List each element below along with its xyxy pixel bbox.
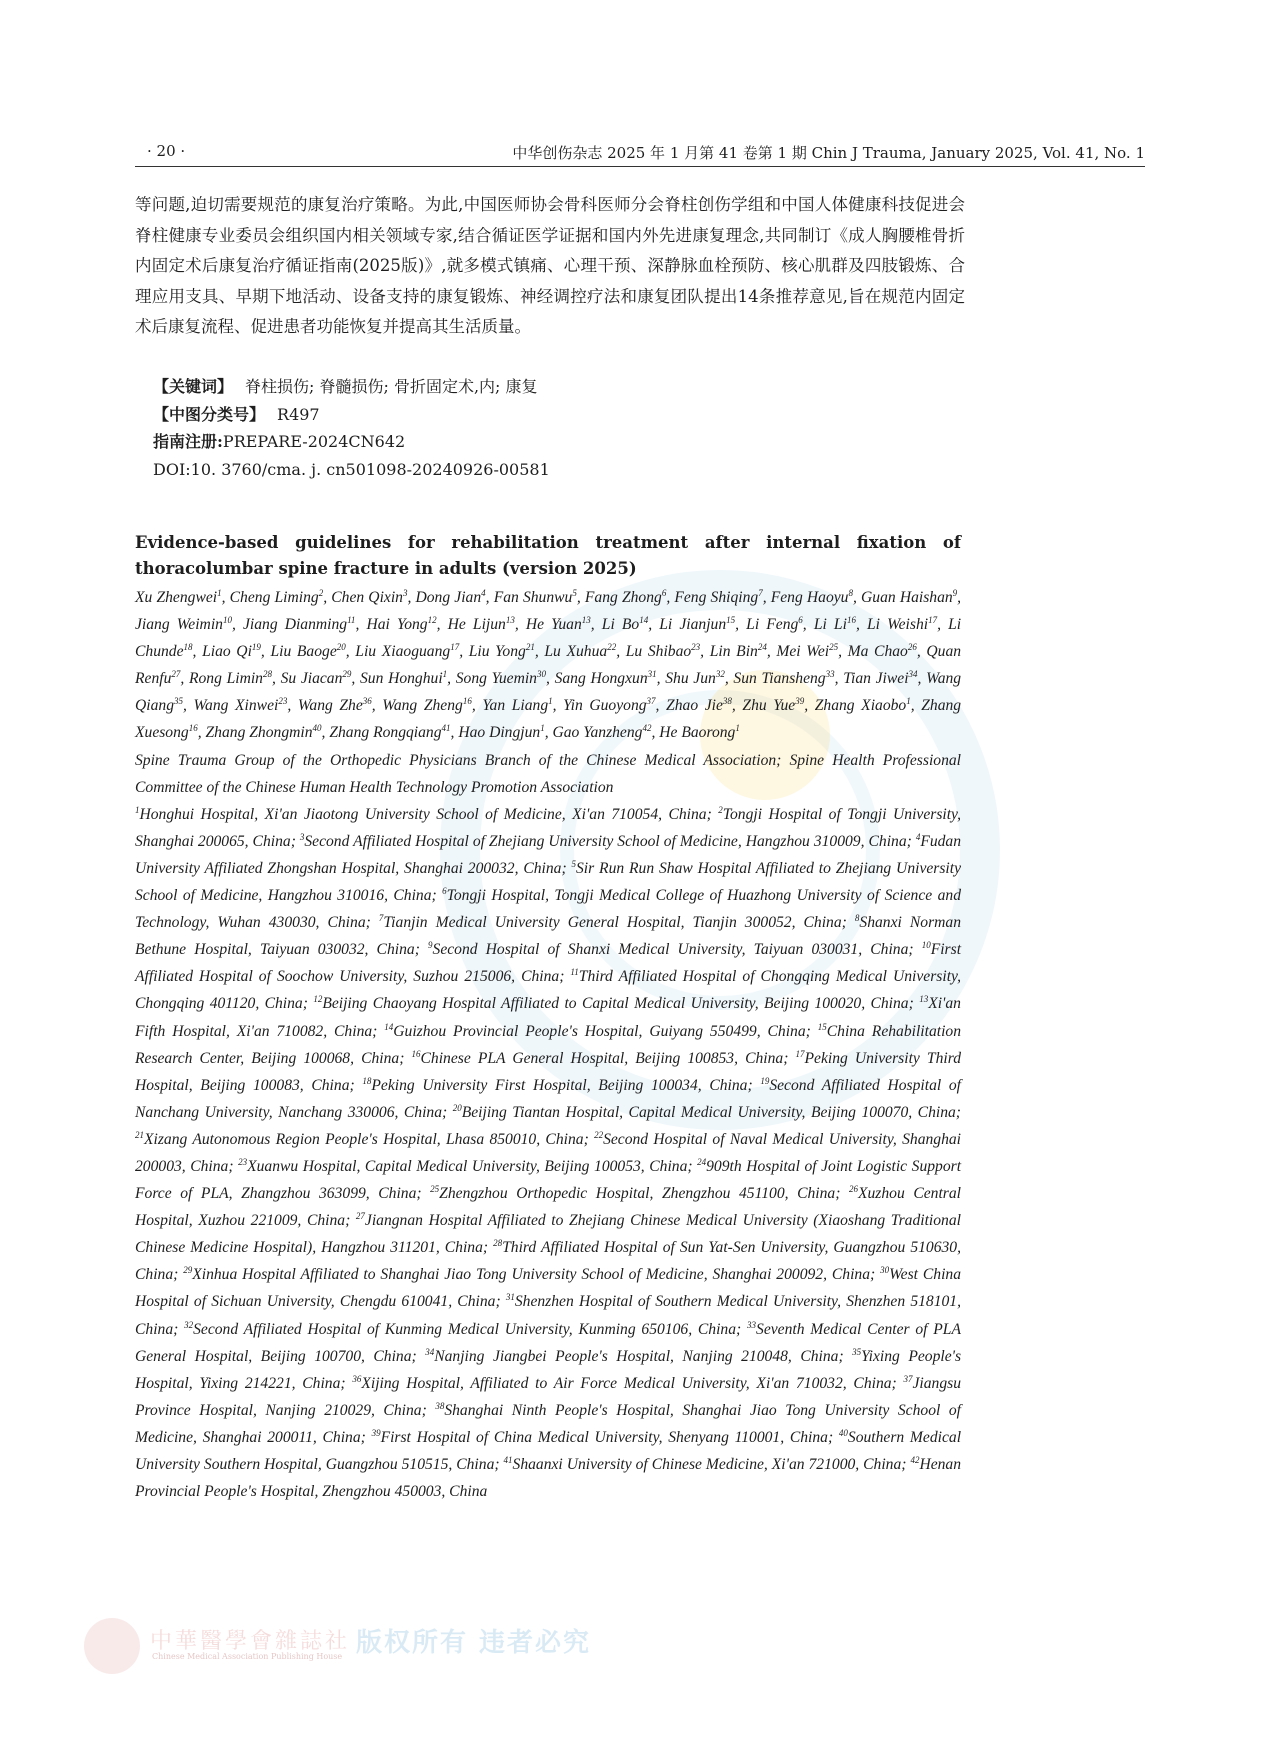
author-name: Fan Shunwu xyxy=(493,589,573,606)
affiliation-text: Shenzhen Hospital of Southern Medical University, Shenzhen 518101, China xyxy=(135,1293,961,1338)
affiliation-index: 33 xyxy=(747,1319,757,1330)
author-name: Cheng Liming xyxy=(229,589,319,606)
author-affiliation-index: 29 xyxy=(342,669,352,680)
affiliation-text: Tianjin Medical University General Hospital, Tianjin 300052, China xyxy=(383,914,842,932)
author-name: Fang Zhong xyxy=(584,589,662,606)
author-name: Chen Qixin xyxy=(331,589,403,606)
author-name: Yan Liang xyxy=(482,697,549,715)
affiliation-index: 18 xyxy=(362,1075,372,1086)
author-name: Zhang Zhongmin xyxy=(205,724,313,742)
affiliation-index: 4 xyxy=(915,831,921,842)
author-name: Liao Qi xyxy=(202,643,252,661)
author-name: Li Li xyxy=(813,616,847,634)
author-affiliation-index: 5 xyxy=(572,587,577,598)
author-name: Song Yuemin xyxy=(455,670,537,688)
author-name: Lin Bin xyxy=(709,643,758,661)
affiliation-index: 8 xyxy=(854,912,860,923)
author-name: Zhao Jie xyxy=(666,697,723,715)
author-affiliation-index: 15 xyxy=(726,614,736,625)
author-affiliation-index: 23 xyxy=(691,642,701,652)
affiliation-text: Second Affiliated Hospital of Nanchang University, Nanchang 330006, China xyxy=(135,1076,962,1121)
affiliation-index: 38 xyxy=(435,1400,445,1411)
author-name: Hai Yong xyxy=(366,616,428,634)
affiliation-index: 2 xyxy=(718,804,723,815)
affiliation-text: Peking University Third Hospital, Beijing 100083, China xyxy=(135,1049,961,1094)
author-name: Ma Chao xyxy=(847,643,908,661)
affiliation-index: 11 xyxy=(570,967,579,978)
author-affiliation-index: 1 xyxy=(548,696,553,707)
affiliation-index: 9 xyxy=(428,940,433,951)
author-affiliation-index: 14 xyxy=(639,614,649,625)
registration-label: 指南注册: xyxy=(153,432,223,451)
affiliation-index: 13 xyxy=(919,994,929,1005)
affiliation-text: Second Hospital of Naval Medical University, Shanghai 200003, China xyxy=(135,1130,962,1175)
author-affiliation-index: 28 xyxy=(262,669,272,680)
affiliation-index: 5 xyxy=(571,858,576,869)
affiliation-text: Jiangsu Province Hospital, Nanjing 210029, China xyxy=(135,1374,962,1419)
author-name: Gao Yanzheng xyxy=(552,724,643,742)
author-affiliation-index: 18 xyxy=(183,642,193,652)
affiliation-text: Henan Provincial People's Hospital, Zhengzhou 450003, China xyxy=(135,1456,962,1501)
copyright-watermark: 版权所有 违者必究 xyxy=(356,1628,592,1658)
affiliation-text: Southern Medical University Southern Hospital, Guangzhou 510515, China xyxy=(135,1428,962,1473)
affiliation-index: 21 xyxy=(135,1129,144,1140)
english-section xyxy=(135,530,961,1505)
affiliation-text: Shanghai Ninth People's Hospital, Shanghai Jiao Tong University School of Medicine, Shanghai 200011, China xyxy=(135,1401,962,1446)
keywords-value: 脊柱损伤; 脊髓损伤; 骨折固定术,内; 康复 xyxy=(245,377,538,396)
clc-value: R497 xyxy=(277,404,320,424)
affiliation-index: 14 xyxy=(384,1021,394,1032)
author-affiliation-index: 4 xyxy=(481,587,486,598)
author-name: Dong Jian xyxy=(415,589,482,606)
author-name: Quan Renfu xyxy=(135,643,962,688)
author-affiliation-index: 13 xyxy=(581,614,591,625)
author-name: Liu Baoge xyxy=(270,643,337,661)
affiliation-text: Zhengzhou Orthopedic Hospital, Zhengzhou 451100, China xyxy=(439,1185,836,1203)
affiliation-index: 42 xyxy=(910,1454,920,1465)
author-affiliation-index: 21 xyxy=(525,642,535,652)
affiliation-index: 25 xyxy=(430,1183,440,1194)
author-name: Jiang Weimin xyxy=(135,616,223,634)
author-name: Sang Hongxun xyxy=(554,670,648,688)
publisher-subtitle: Chinese Medical Association Publishing House xyxy=(152,1652,343,1661)
author-affiliation-index: 1 xyxy=(217,587,222,598)
author-name: Wang Zhe xyxy=(297,697,363,715)
affiliation-index: 7 xyxy=(378,912,384,923)
affiliation-index: 17 xyxy=(795,1048,805,1059)
author-affiliation-index: 40 xyxy=(312,723,322,734)
affiliation-text: China Rehabilitation Research Center, Beijing 100068, China xyxy=(135,1022,962,1067)
author-affiliation-index: 10 xyxy=(222,614,232,625)
publisher-logo-icon xyxy=(84,1618,140,1674)
author-name: Sun Honghui xyxy=(360,670,443,688)
affiliation-text: First Affiliated Hospital of Soochow University, Suzhou 215006, China xyxy=(135,941,962,986)
clc-label: 【中图分类号】 xyxy=(153,404,266,424)
author-affiliation-index: 12 xyxy=(427,614,437,625)
author-affiliation-index: 31 xyxy=(647,669,657,680)
author-affiliation-index: 6 xyxy=(798,614,803,625)
affiliation-text: Guizhou Provincial People's Hospital, Guiyang 550499, China xyxy=(393,1022,806,1040)
doi-row xyxy=(153,456,550,484)
author-affiliation-index: 37 xyxy=(646,696,656,707)
author-list: Xu Zhengwei$^1$, Cheng Liming$^2$, Chen Qixin$^3$, Dong Jian$^4$, Fan Shunwu$^5$, Fang Zhong$^6$, Feng Shiqing$^7$, Feng Haoyu$^8$, Guan Haishan$^9$, Jiang Weimin$^{10}$, Jiang Dianming$^{11}$, Hai Yong$^{12}$, He Lijun$^{13}$, He Yuan$^{13}$, Li Bo$^{14}$, Li Jianjun$^{15}$, Li Feng$^6$, Li Li$^{16}$, Li Weishi$^{17}$, Li Chunde$^{18}$, Liao Qi$^{19}$, Liu Baoge$^{20}$, Liu Xiaoguang$^{17}$, Liu Yong$^{21}$, Lu Xuhua$^{22}$, Lu Shibao$^{23}$, Lin Bin$^{24}$, Mei Wei$^{25}$, Ma Chao$^{26}$, Quan Renfu$^{27}$, Rong Limin$^{28}$, Su Jiacan$^{29}$, Sun Honghui$^1$, Song Yuemin$^{30}$, Sang Hongxun$^{31}$, Shu Jun$^{32}$, Sun Tiansheng$^{33}$, Tian Jiwei$^{34}$, Wang Qiang$^{35}$, Wang Xinwei$^{23}$, Wang Zhe$^{36}$, Wang Zheng$^{16}$, Yan Liang$^1$, Yin Guoyong$^{37}$, Zhao Jie$^{38}$, Zhu Yue$^{39}$, Zhang Xiaobo$^1$, Zhang Xuesong$^{16}$, Zhang Zhongmin$^{40}$, Zhang Rongqiang$^{41}$, Hao Dingjun$^1$, Gao Yanzheng$^{42}$, He Baorong$^1$ xyxy=(135,587,962,742)
author-affiliation-index: 1 xyxy=(442,669,448,680)
author-affiliation-index: 13 xyxy=(505,614,515,625)
author-name: Guan Haishan xyxy=(861,589,953,606)
author-affiliation-index: 3 xyxy=(402,587,408,598)
author-affiliation-index: 30 xyxy=(536,669,546,680)
author-affiliation-index: 33 xyxy=(825,669,835,680)
affiliation-text: Honghui Hospital, Xi'an Jiaotong University School of Medicine, Xi'an 710054, China xyxy=(139,805,707,823)
affiliation-text: Shanxi Norman Bethune Hospital, Taiyuan 030032, China xyxy=(135,914,962,959)
affiliation-text: Nanjing Jiangbei People's Hospital, Nanjing 210048, China xyxy=(434,1347,839,1365)
chinese-abstract xyxy=(135,190,965,343)
affiliation-index: 22 xyxy=(594,1129,604,1140)
affiliation-index: 12 xyxy=(313,994,323,1005)
author-name: Wang Qiang xyxy=(135,670,962,715)
author-name: Wang Xinwei xyxy=(193,697,279,715)
author-affiliation-index: 34 xyxy=(908,669,918,680)
author-affiliation-index: 7 xyxy=(758,587,763,598)
author-affiliation-index: 11 xyxy=(347,614,356,625)
english-title: Evidence-based guidelines for rehabilitation treatment after internal fixation of thoracolumbar spine fracture in adults (version 2025) xyxy=(135,533,961,578)
affiliation-index: 3 xyxy=(299,831,305,842)
affiliation-index: 24 xyxy=(697,1156,707,1167)
author-affiliation-index: 1 xyxy=(540,723,545,734)
author-affiliation-index: 38 xyxy=(722,696,732,707)
author-name: Zhang Xuesong xyxy=(135,697,962,742)
affiliation-index: 19 xyxy=(760,1075,770,1086)
affiliation-text: Xijing Hospital, Affiliated to Air Force Medical University, Xi'an 710032, China xyxy=(361,1374,892,1392)
affiliation-text: Chinese PLA General Hospital, Beijing 100853, China xyxy=(420,1049,784,1067)
affiliation-index: 39 xyxy=(371,1427,381,1438)
publisher-mark: 中華醫學會雜誌社 xyxy=(150,1629,351,1654)
affiliation-text: Beijing Tiantan Hospital, Capital Medical University, Beijing 100070, China xyxy=(461,1103,956,1121)
author-affiliation-index: 39 xyxy=(795,696,805,707)
author-name: Li Chunde xyxy=(135,616,962,661)
registration-value: PREPARE-2024CN642 xyxy=(222,432,406,451)
author-name: Rong Limin xyxy=(188,670,263,688)
author-affiliation-index: 32 xyxy=(715,669,725,680)
author-name: Tian Jiwei xyxy=(843,670,909,688)
page-number: · 20 · xyxy=(147,142,186,160)
author-name: Mei Wei xyxy=(776,643,830,661)
affiliation-index: 37 xyxy=(903,1373,913,1384)
author-name: Zhang Xiaobo xyxy=(814,697,907,715)
affiliation-text: Peking University First Hospital, Beijing 100034, China xyxy=(371,1076,748,1094)
affiliation-index: 20 xyxy=(452,1102,462,1113)
affiliation-index: 34 xyxy=(425,1346,435,1357)
journal-citation: 中华创伤杂志 2025 年 1 月第 41 卷第 1 期 Chin J Trauma, January 2025, Vol. 41, No. 1 xyxy=(512,144,1145,162)
author-name: Li Bo xyxy=(601,616,640,634)
author-affiliation-index: 1 xyxy=(735,723,740,734)
affiliation-text: Sir Run Run Shaw Hospital Affiliated to Zhejiang University School of Medicine, Hangzhou 310016, China xyxy=(135,859,962,905)
author-affiliation-index: 6 xyxy=(661,587,667,598)
affiliation-text: Shaanxi University of Chinese Medicine, Xi'an 721000, China xyxy=(512,1456,902,1473)
author-name: Li Feng xyxy=(746,616,799,634)
author-name: Liu Yong xyxy=(468,643,526,661)
author-affiliation-index: 41 xyxy=(441,723,451,734)
author-affiliation-index: 19 xyxy=(251,642,261,652)
affiliation-index: 10 xyxy=(921,940,931,951)
affiliation-text: Xinhua Hospital Affiliated to Shanghai Jiao Tong University School of Medicine, Shanghai 200092, China xyxy=(192,1266,871,1284)
author-name: He Baorong xyxy=(659,724,736,742)
author-affiliation-index: 2 xyxy=(318,587,324,598)
affiliation-index: 41 xyxy=(503,1454,513,1465)
affiliation-index: 27 xyxy=(355,1210,365,1221)
author-affiliation-index: 17 xyxy=(450,642,460,652)
affiliation-index: 40 xyxy=(838,1427,848,1438)
author-name: He Lijun xyxy=(447,616,506,634)
author-name: Li Jianjun xyxy=(659,616,727,634)
author-name: He Yuan xyxy=(525,616,582,634)
affiliation-index: 1 xyxy=(135,804,140,815)
affiliation-text: Jiangnan Hospital Affiliated to Zhejiang Chinese Medical University (Xiaoshang Traditional Chinese Medicine Hospital), Hangzhou 311201, China xyxy=(135,1212,961,1257)
author-affiliation-index: 22 xyxy=(607,642,617,652)
author-name: Jiang Dianming xyxy=(242,616,348,634)
affiliation-text: Fudan University Affiliated Zhongshan Hospital, Shanghai 200032, China xyxy=(135,832,962,877)
affiliation-text: Second Hospital of Shanxi Medical University, Taiyuan 030031, China xyxy=(432,941,909,959)
author-name: Feng Shiqing xyxy=(674,589,759,606)
author-name: Sun Tiansheng xyxy=(733,670,826,688)
affiliation-text: Beijing Chaoyang Hospital Affiliated to Capital Medical University, Beijing 100020, China xyxy=(322,995,909,1013)
affiliation-index: 35 xyxy=(852,1346,862,1357)
author-name: Liu Xiaoguang xyxy=(355,643,451,661)
author-affiliation-index: 8 xyxy=(848,587,853,598)
author-affiliation-index: 35 xyxy=(173,696,183,707)
affiliation-text: Third Affiliated Hospital of Chongqing Medical University, Chongqing 401120, China xyxy=(135,968,961,1013)
author-affiliation-index: 26 xyxy=(907,642,917,652)
author-name: Zhang Rongqiang xyxy=(329,724,442,742)
affiliation-text: Xuzhou Central Hospital, Xuzhou 221009, China xyxy=(135,1185,961,1230)
clc-row xyxy=(153,401,550,429)
author-name: Su Jiacan xyxy=(280,670,343,688)
running-header xyxy=(135,140,1145,167)
affiliation-text: Tongji Hospital of Tongji University, Shanghai 200065, China xyxy=(135,805,962,850)
author-name: Wang Zheng xyxy=(382,697,463,715)
author-affiliation-index: 27 xyxy=(171,669,181,680)
affiliation-text: 909th Hospital of Joint Logistic Support Force of PLA, Zhangzhou 363099, China xyxy=(135,1157,962,1203)
author-name: Feng Haoyu xyxy=(770,589,849,606)
affiliation-index: 26 xyxy=(848,1183,858,1194)
author-affiliation-index: 20 xyxy=(336,642,346,652)
affiliation-text: Xi'an Fifth Hospital, Xi'an 710082, China xyxy=(135,995,961,1040)
author-affiliation-index: 36 xyxy=(362,696,372,707)
author-name: Lu Xuhua xyxy=(544,643,608,661)
affiliation-index: 23 xyxy=(238,1156,248,1167)
doi-value: DOI:10. 3760/cma. j. cn501098-20240926-00581 xyxy=(153,459,550,479)
keywords-label: 【关键词】 xyxy=(153,377,234,396)
affiliation-text: Yixing People's Hospital, Yixing 214221, China xyxy=(135,1347,962,1392)
affiliation-index: 16 xyxy=(411,1048,421,1059)
author-name: Xu Zhengwei xyxy=(135,589,218,606)
affiliation-index: 28 xyxy=(493,1238,503,1249)
affiliation-list: $^1$Honghui Hospital, Xi'an Jiaotong University School of Medicine, Xi'an 710054, China; $^2$Tongji Hospital of Tongji University, Shanghai 200065, China; $^3$Second Affiliated Hospital of Zhejiang University School of Medicine, Hangzhou 310009, China; $^4$Fudan University Affiliated Zhongshan Hospital, Shanghai 200032, China; $^5$Sir Run Run Shaw Hospital Affiliated to Zhejiang University School of Medicine, Hangzhou 310016, China; $^6$Tongji Hospital, Tongji Medical College of Huazhong University of Science and Technology, Wuhan 430030, China; $^7$Tianjin Medical University General Hospital, Tianjin 300052, China; $^8$Shanxi Norman Bethune Hospital, Taiyuan 030032, China; $^9$Second Hospital of Shanxi Medical University, Taiyuan 030031, China; $^{10}$First Affiliated Hospital of Soochow University, Suzhou 215006, China; $^{11}$Third Affiliated Hospital of Chongqing Medical University, Chongqing 401120, China; $^{12}$Beijing Chaoyang Hospital Affiliated to Capital Medical University, Beijing 100020, China; $^{13}$Xi'an Fifth Hospital, Xi'an 710082, China; $^{14}$Guizhou Provincial People's Hospital, Guiyang 550499, China; $^{15}$China Rehabilitation Research Center, Beijing 100068, China; $^{16}$Chinese PLA General Hospital, Beijing 100853, China; $^{17}$Peking University Third Hospital, Beijing 100083, China; $^{18}$Peking University First Hospital, Beijing 100034, China; $^{19}$Second Affiliated Hospital of Nanchang University, Nanchang 330006, China; $^{20}$Beijing Tiantan Hospital, Capital Medical University, Beijing 100070, China; $^{21}$Xizang Autonomous Region People's Hospital, Lhasa 850010, China; $^{22}$Second Hospital of Naval Medical University, Shanghai 200003, China; $^{23}$Xuanwu Hospital, Capital Medical University, Beijing 100053, China; $^{24}$909th Hospital of Joint Logistic Support Force of PLA, Zhangzhou 363099, China; $^{25}$Zhengzhou Orthopedic Hospital, Zhengzhou 451100, China; $^{26}$Xuzhou Central Hospital, Xuzhou 221009, China; $^{27}$Jiangnan Hospital Affiliated to Zhejiang Chinese Medical University (Xiaoshang Traditional Chinese Medicine Hospital), Hangzhou 311201, China; $^{28}$Third Affiliated Hospital of Sun Yat-Sen University, Guangzhou 510630, China; $^{29}$Xinhua Hospital Affiliated to Shanghai Jiao Tong University School of Medicine, Shanghai 200092, China; $^{30}$West China Hospital of Sichuan University, Chengdu 610041, China; $^{31}$Shenzhen Hospital of Southern Medical University, Shenzhen 518101, China; $^{32}$Second Affiliated Hospital of Kunming Medical University, Kunming 650106, China; $^{33}$Seventh Medical Center of PLA General Hospital, Beijing 100700, China; $^{34}$Nanjing Jiangbei People's Hospital, Nanjing 210048, China; $^{35}$Yixing People's Hospital, Yixing 214221, China; $^{36}$Xijing Hospital, Affiliated to Air Force Medical University, Xi'an 710032, China; $^{37}$Jiangsu Province Hospital, Nanjing 210029, China; $^{38}$Shanghai Ninth People's Hospital, Shanghai Jiao Tong University School of Medicine, Shanghai 200011, China; $^{39}$First Hospital of China Medical University, Shenyang 110001, China; $^{40}$Southern Medical University Southern Hospital, Guangzhou 510515, China; $^{41}$Shaanxi University of Chinese Medicine, Xi'an 721000, China; $^{42}$Henan Provincial People's Hospital, Zhengzhou 450003, China xyxy=(135,804,962,1501)
affiliation-index: 36 xyxy=(352,1373,362,1384)
affiliation-text: Tongji Hospital, Tongji Medical College of Huazhong University of Science and Technology, Wuhan 430030, China xyxy=(135,887,961,932)
affiliation-text: Xuanwu Hospital, Capital Medical University, Beijing 100053, China xyxy=(247,1157,688,1175)
group-names: Spine Trauma Group of the Orthopedic Physicians Branch of the Chinese Medical Association; Spine Health Professional Committee of the Chinese Human Health Technology Promotion Association xyxy=(135,751,961,796)
author-affiliation-index: 42 xyxy=(642,723,652,734)
affiliation-text: First Hospital of China Medical University, Shenyang 110001, China xyxy=(380,1428,828,1446)
author-name: Zhu Yue xyxy=(742,697,796,715)
author-name: Yin Guoyong xyxy=(563,697,647,715)
article-metadata xyxy=(153,373,550,483)
affiliation-text: Seventh Medical Center of PLA General Hospital, Beijing 100700, China xyxy=(135,1320,962,1365)
author-affiliation-index: 9 xyxy=(952,587,958,598)
keywords-row xyxy=(153,373,550,401)
author-name: Shu Jun xyxy=(665,670,716,688)
author-name: Lu Shibao xyxy=(625,643,692,661)
chinese-abstract-text: 等问题,迫切需要规范的康复治疗策略。为此,中国医师协会骨科医师分会脊柱创伤学组和中国人体健康科技促进会脊柱健康专业委员会组织国内相关领域专家,结合循证医学证据和国内外先进康复理念,共同制订《成人胸腰椎骨折内固定术后康复治疗循证指南(2025版)》,就多模式镇痛、心理干预、深静脉血栓预防、核心肌群及四肢锻炼、合理应用支具、早期下地活动、设备支持的康复锻炼、神经调控疗法和康复团队提出14条推荐意见,旨在规范内固定术后康复流程、促进患者功能恢复并提高其生活质量。 xyxy=(135,195,965,336)
affiliation-index: 31 xyxy=(505,1292,515,1303)
affiliation-index: 15 xyxy=(817,1021,827,1032)
affiliation-text: Second Affiliated Hospital of Kunming Medical University, Kunming 650106, China xyxy=(193,1320,737,1338)
affiliation-text: Second Affiliated Hospital of Zhejiang University School of Medicine, Hangzhou 310009, China xyxy=(304,832,907,850)
affiliation-index: 29 xyxy=(183,1265,193,1276)
author-affiliation-index: 16 xyxy=(462,696,472,707)
author-affiliation-index: 16 xyxy=(846,614,856,625)
affiliation-index: 6 xyxy=(442,885,447,896)
author-affiliation-index: 24 xyxy=(757,642,767,652)
author-name: Hao Dingjun xyxy=(458,724,541,742)
author-affiliation-index: 23 xyxy=(278,696,288,707)
affiliation-index: 32 xyxy=(184,1319,194,1330)
author-affiliation-index: 1 xyxy=(906,696,911,707)
registration-row xyxy=(153,428,550,456)
author-affiliation-index: 16 xyxy=(188,723,198,734)
author-name: Li Weishi xyxy=(866,616,929,634)
affiliation-text: Xizang Autonomous Region People's Hospital, Lhasa 850010, China xyxy=(144,1130,584,1148)
affiliation-text: Third Affiliated Hospital of Sun Yat-Sen University, Guangzhou 510630, China xyxy=(135,1239,961,1284)
author-affiliation-index: 17 xyxy=(928,614,938,625)
author-affiliation-index: 25 xyxy=(829,642,839,652)
affiliation-index: 30 xyxy=(880,1265,890,1276)
affiliation-text: West China Hospital of Sichuan University, Chengdu 610041, China xyxy=(135,1266,962,1311)
